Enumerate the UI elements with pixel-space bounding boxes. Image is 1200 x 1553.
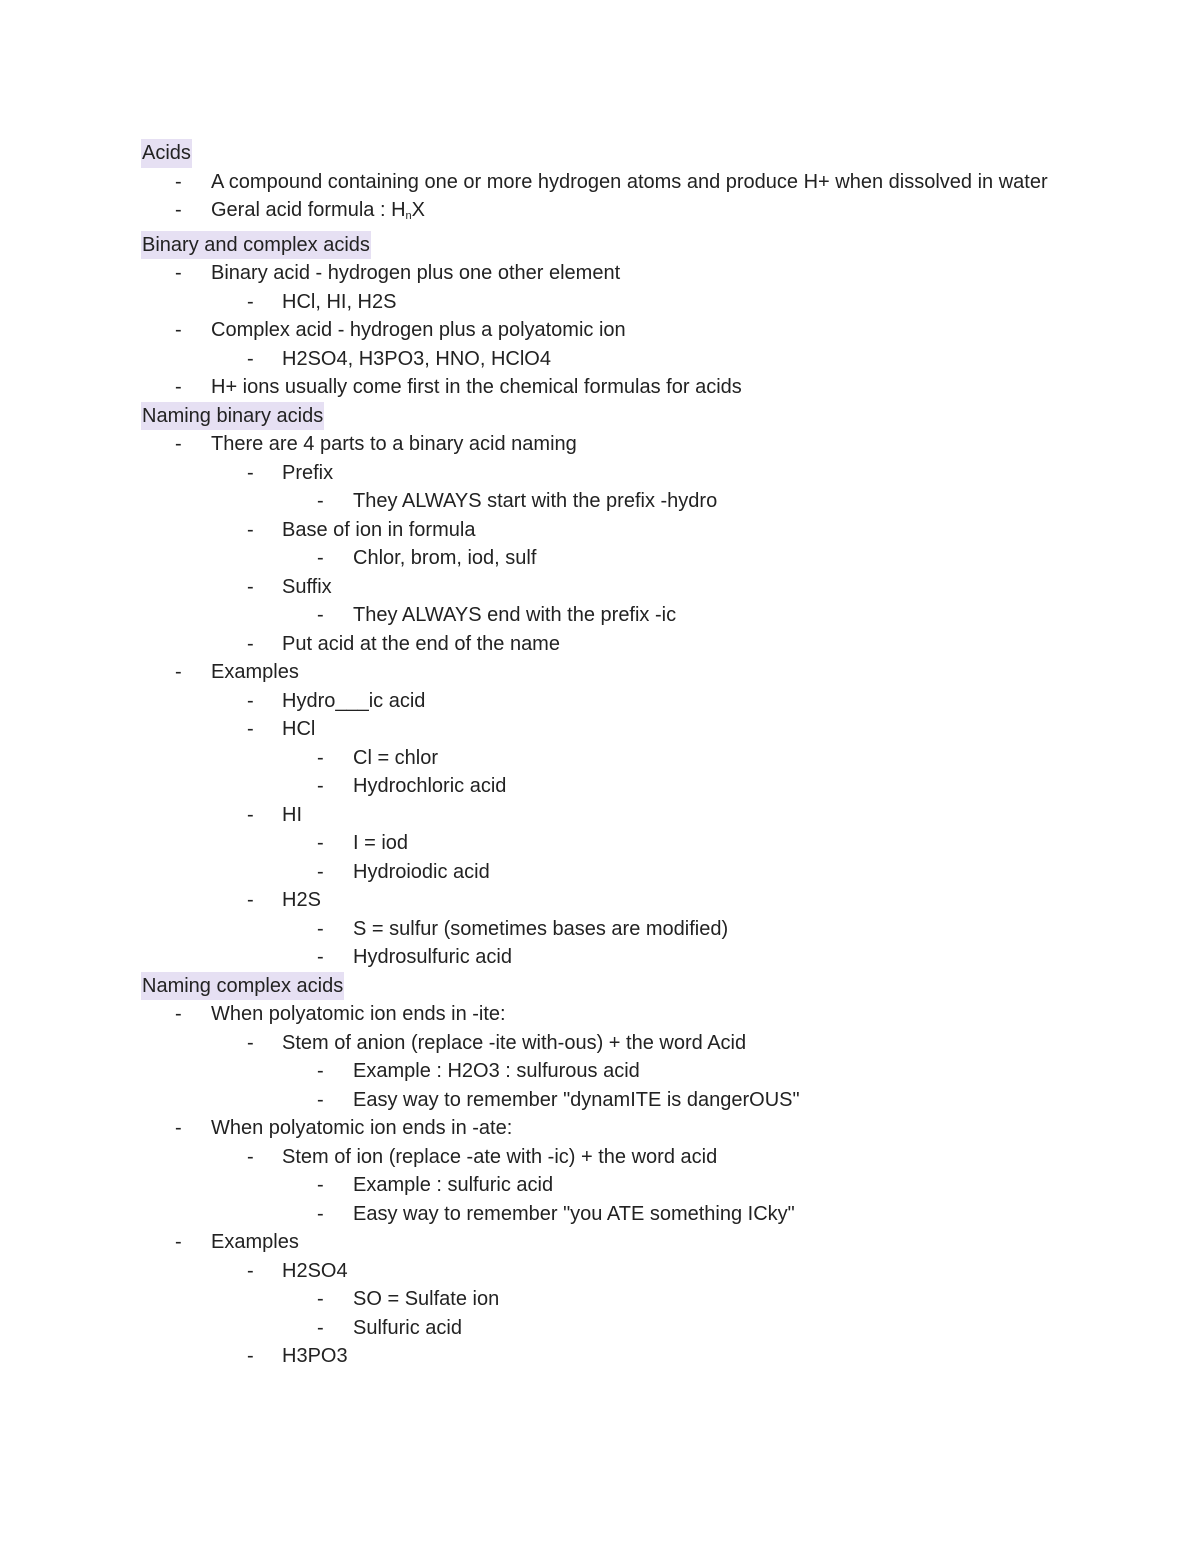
list-item bbox=[141, 1143, 1081, 1172]
list-item-text: SO = Sulfate ion bbox=[353, 1288, 500, 1310]
list-item-text: There are 4 parts to a binary acid naming bbox=[211, 433, 577, 455]
list-item bbox=[141, 316, 1081, 345]
bullet: - bbox=[247, 1145, 254, 1168]
list-item-text: Hydrosulfuric acid bbox=[353, 946, 512, 968]
bullet: - bbox=[247, 347, 254, 370]
list-item bbox=[141, 1342, 1081, 1371]
list-item-text: HCl bbox=[282, 718, 316, 740]
list-item bbox=[141, 630, 1081, 659]
list-item-text: A compound containing one or more hydrogen atoms and produce H+ when dissolved in water bbox=[211, 170, 1048, 193]
bullet: - bbox=[175, 661, 182, 683]
list-item bbox=[141, 168, 1081, 197]
bullet: - bbox=[317, 1288, 324, 1310]
list-item-text: H+ ions usually come first in the chemical formulas for acids bbox=[211, 376, 742, 398]
bullet: - bbox=[317, 1060, 324, 1082]
bullet: - bbox=[317, 547, 324, 569]
list-item-text: Suffix bbox=[282, 575, 332, 598]
list-item-text: Examples bbox=[211, 661, 299, 683]
bullet: - bbox=[317, 1316, 324, 1339]
heading-line bbox=[141, 231, 1081, 260]
bullet: - bbox=[247, 718, 254, 740]
bullet: - bbox=[317, 946, 324, 968]
list-item bbox=[141, 1057, 1081, 1086]
list-item bbox=[141, 687, 1081, 716]
bullet: - bbox=[317, 832, 324, 854]
section-heading-binary-complex: Binary and complex acids bbox=[141, 231, 371, 260]
list-item bbox=[141, 487, 1081, 516]
list-item bbox=[141, 573, 1081, 602]
bullet: - bbox=[317, 746, 324, 769]
list-item-text: Hydro___ic acid bbox=[282, 689, 426, 712]
bullet: - bbox=[175, 433, 182, 455]
list-item-text: Put acid at the end of the name bbox=[282, 632, 560, 655]
bullet: - bbox=[317, 917, 324, 940]
list-item-text: Prefix bbox=[282, 461, 334, 484]
list-item bbox=[141, 801, 1081, 830]
list-item-text: Cl = chlor bbox=[353, 746, 439, 769]
bullet: - bbox=[317, 604, 324, 626]
bullet: - bbox=[175, 319, 182, 341]
bullet: - bbox=[175, 199, 182, 221]
list-item-text: Geral acid formula : H bbox=[211, 199, 406, 221]
list-item-text: H2SO4, H3PO3, HNO, HClO4 bbox=[282, 347, 551, 370]
list-item-text: Easy way to remember "you ATE something ICky" bbox=[353, 1202, 795, 1225]
list-item bbox=[141, 1285, 1081, 1314]
bullet: - bbox=[317, 1088, 324, 1111]
section-heading-naming-binary: Naming binary acids bbox=[141, 402, 324, 431]
heading-line bbox=[141, 402, 1081, 431]
list-item-text: Binary acid - hydrogen plus one other element bbox=[211, 262, 621, 284]
list-item bbox=[141, 772, 1081, 801]
list-item bbox=[141, 1314, 1081, 1343]
list-item bbox=[141, 943, 1081, 972]
bullet: - bbox=[247, 1345, 254, 1367]
bullet: - bbox=[247, 461, 254, 484]
bullet: - bbox=[175, 1003, 182, 1025]
list-item-text: Stem of anion (replace -ite with-ous) + the word Acid bbox=[282, 1031, 747, 1054]
list-item-text: S = sulfur (sometimes bases are modified) bbox=[353, 917, 729, 940]
list-item bbox=[141, 430, 1081, 459]
bullet: - bbox=[247, 575, 254, 598]
bullet: - bbox=[247, 632, 254, 655]
list-item-text: Hydroiodic acid bbox=[353, 860, 490, 883]
list-item bbox=[141, 1000, 1081, 1029]
list-item bbox=[141, 744, 1081, 773]
list-item-text: Example : sulfuric acid bbox=[353, 1174, 554, 1196]
list-item bbox=[141, 658, 1081, 687]
document-body bbox=[141, 139, 1081, 1371]
list-item bbox=[141, 544, 1081, 573]
bullet: - bbox=[175, 1231, 182, 1253]
list-item bbox=[141, 915, 1081, 944]
list-item-text: H2S bbox=[282, 889, 321, 911]
list-item-text: Sulfuric acid bbox=[353, 1316, 462, 1339]
bullet: - bbox=[247, 689, 254, 712]
list-item bbox=[141, 516, 1081, 545]
bullet: - bbox=[247, 518, 254, 541]
list-item-text: When polyatomic ion ends in -ite: bbox=[211, 1003, 506, 1025]
list-item bbox=[141, 1029, 1081, 1058]
heading-line bbox=[141, 972, 1081, 1001]
list-item bbox=[141, 1228, 1081, 1257]
bullet: - bbox=[247, 803, 254, 826]
list-item-text: Easy way to remember "dynamITE is dangerOUS" bbox=[353, 1088, 800, 1111]
bullet: - bbox=[317, 1174, 324, 1196]
list-item-text: Example : H2O3 : sulfurous acid bbox=[353, 1060, 640, 1082]
list-item bbox=[141, 288, 1081, 317]
list-item-text: HI bbox=[282, 803, 302, 826]
list-item-text: I = iod bbox=[353, 832, 409, 854]
list-item-text: Stem of ion (replace -ate with -ic) + the word acid bbox=[282, 1145, 718, 1168]
list-item bbox=[141, 829, 1081, 858]
list-item bbox=[141, 886, 1081, 915]
bullet: - bbox=[317, 775, 324, 797]
bullet: - bbox=[317, 1202, 324, 1225]
list-item bbox=[141, 1086, 1081, 1115]
list-item-text: They ALWAYS end with the prefix -ic bbox=[353, 604, 677, 626]
section-heading-acids: Acids bbox=[141, 139, 192, 168]
bullet: - bbox=[247, 1031, 254, 1054]
list-item-text: They ALWAYS start with the prefix -hydro bbox=[353, 490, 718, 512]
list-item-text: When polyatomic ion ends in -ate: bbox=[211, 1117, 513, 1139]
list-item bbox=[141, 601, 1081, 630]
bullet: - bbox=[175, 262, 182, 284]
bullet: - bbox=[247, 889, 254, 911]
list-item bbox=[141, 715, 1081, 744]
bullet: - bbox=[175, 170, 182, 193]
list-item bbox=[141, 459, 1081, 488]
list-item bbox=[141, 373, 1081, 402]
list-item bbox=[141, 1257, 1081, 1286]
list-item bbox=[141, 259, 1081, 288]
list-item-text: H3PO3 bbox=[282, 1345, 348, 1367]
heading-line bbox=[141, 139, 1081, 168]
list-item bbox=[141, 1200, 1081, 1229]
section-heading-naming-complex: Naming complex acids bbox=[141, 972, 344, 1001]
list-item-text: Chlor, brom, iod, sulf bbox=[353, 547, 537, 569]
list-item-text: HCl, HI, H2S bbox=[282, 290, 397, 313]
list-item-text: X bbox=[411, 199, 425, 221]
bullet: - bbox=[247, 1259, 254, 1282]
list-item-text: Hydrochloric acid bbox=[353, 775, 507, 797]
list-item-text: Complex acid - hydrogen plus a polyatomic ion bbox=[211, 319, 626, 341]
list-item bbox=[141, 858, 1081, 887]
list-item-text: Base of ion in formula bbox=[282, 518, 476, 541]
list-item bbox=[141, 345, 1081, 374]
list-item-text: H2SO4 bbox=[282, 1259, 348, 1282]
bullet: - bbox=[317, 490, 324, 512]
bullet: - bbox=[175, 376, 182, 398]
list-item bbox=[141, 1114, 1081, 1143]
bullet: - bbox=[317, 860, 324, 883]
bullet: - bbox=[247, 290, 254, 313]
list-item bbox=[141, 196, 1081, 231]
list-item-text: Examples bbox=[211, 1231, 299, 1253]
list-item bbox=[141, 1171, 1081, 1200]
subscript-text: n bbox=[405, 210, 412, 222]
bullet: - bbox=[175, 1117, 182, 1139]
